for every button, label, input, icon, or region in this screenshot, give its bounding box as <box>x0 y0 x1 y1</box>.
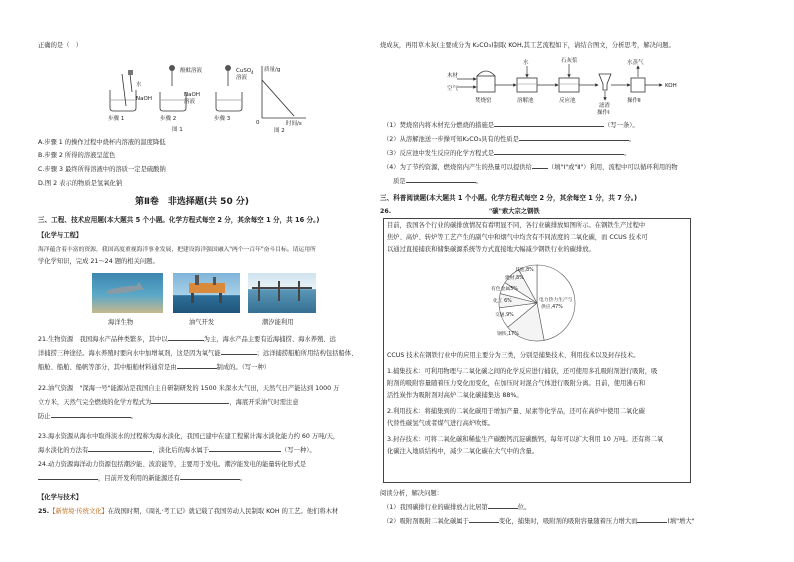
article-p3-line2: 附剂的吸附容量随着压力变化而变化，在加压时对混合气体进行吸附分离。目前，使用沸石和 <box>387 380 646 387</box>
label-naoh: NaOH <box>136 96 152 102</box>
label-cuso4: CuSO <box>236 68 252 74</box>
part2-title: 第Ⅱ卷 非选择题(共 50 分) <box>135 197 249 207</box>
q25-line1: 25.【新情境·传统文化】在战国时期，《周礼·考工记》就记载了我国劳动人民制取 KOH 的工艺。他们将木材 <box>38 508 339 515</box>
graph-origin: 0 <box>256 120 260 126</box>
article-p1-line2: 焦炉、高炉、转炉等工艺产生的副气中和烟气中均含有不同浓度的二氧化碳，而 CCUS 技术可 <box>387 234 648 241</box>
label-water: 水 <box>136 82 142 88</box>
q23-line2: 海水淡化的方法有 ，淡化后的海水属于 （写一种）。 <box>38 447 316 454</box>
question-intro: 正确的是（ ） <box>38 42 83 49</box>
graph-ylabel: 质量/g <box>264 67 281 73</box>
caption-step3: 步骤 3 <box>214 116 231 122</box>
flow-label-wood: 木材 <box>447 73 459 79</box>
label-naoh-solution: NaOH <box>184 92 200 98</box>
photo2-caption: 油气开发 <box>189 319 215 326</box>
flow-label-water: 水 <box>523 60 529 66</box>
intro-line-2: 学化学知识，完成 21～24 题的相关问题。 <box>38 258 159 265</box>
caption-figure1: 图 1 <box>172 127 183 133</box>
pie-label-other: 其他,8% <box>515 268 534 273</box>
pie-label-steel: 钢铁,17% <box>497 332 519 337</box>
flow-label-lime: 石灰浆 <box>561 58 578 64</box>
flow-label-filter-residue: 滤渣 <box>599 103 611 109</box>
right-column <box>380 0 794 562</box>
flow-label-kiln: 焚烧窑 <box>475 98 492 104</box>
article-p3-line3: 活性炭作为吸附剂对高炉二氧化碳捕集达 88%。 <box>387 392 523 399</box>
q25-intro-cont: 烧成灰，再用草木灰(主要成分为 K₂CO₃)制取 KOH,其工艺流程如下，请结合图文，分析思考，解决问题。 <box>380 42 675 49</box>
step1-apparatus <box>110 70 136 111</box>
pie-label-transport: 交通,9% <box>495 313 514 318</box>
q26-number: 26. <box>380 208 392 215</box>
caption-step2: 步骤 2 <box>160 116 177 122</box>
article-p4-line1: 2.利用技术：将捕集到的二氧化碳用于增加产量、尿素等化学品，还可在高炉中使用二氧化碳 <box>387 408 645 415</box>
q21-line1: 21.生物资源 我国海水产品种类繁多，其中以 为主，海水产品主要有近海捕捞、海水养殖、远 <box>38 336 336 343</box>
pie-label-power-2: 供应,47% <box>541 305 563 310</box>
caption-step1: 步骤 1 <box>108 116 125 122</box>
label-phenol: 酚酞溶液 <box>180 68 203 74</box>
photo1-caption: 海洋生物 <box>108 319 134 326</box>
figure-2-graph <box>254 62 310 134</box>
pie-label-power-1: 电力热力生产与 <box>539 298 573 303</box>
flow-label-op1: 操作Ⅰ <box>597 110 610 116</box>
option-b[interactable]: B.步骤 2 所得的溶液呈蓝色 <box>38 152 116 159</box>
flow-label-pool: 溶解池 <box>517 98 534 104</box>
section4-title: 三、科普阅读题(本大题共 1 个小题。化学方程式每空 2 分，其余每空 1 分，共 7 分。) <box>380 194 638 202</box>
subsection-chem-engineering: 【化学与工程】 <box>38 232 83 239</box>
option-c[interactable]: C.步骤 3 最终所得溶液中的溶质一定是硫酸钠 <box>38 166 166 173</box>
flow-label-steam: 水蒸气 <box>627 60 644 66</box>
article-p3-line1: 1.捕集技术：可利用物理与二氧化碳之间的化学反应进行捕获，还可使用多孔吸附剂进行吸附，吸 <box>387 368 658 375</box>
photo-oil-platform <box>173 273 240 313</box>
section3-title: 三、工程、技术应用题(本大题共 5 个小题。化学方程式每空 2 分，其余每空 1 分，共 16 分。) <box>38 216 320 224</box>
q25-sub4-line1: （4）为了节约资源，燃烧窑内产生的热量可以提供给 （填"Ⅰ"或"Ⅱ"）利用，流程中可以循环利用的物 <box>383 164 678 171</box>
option-a[interactable]: A.步骤 1 的操作过程中烧杯内溶液的温度降低 <box>38 139 166 146</box>
koh-process-flowchart <box>447 56 697 116</box>
pie-label-build: 建材,8% <box>505 276 524 281</box>
q26-sub1: （1）我国碳排行业的碳排放占比居第 位。 <box>383 504 531 511</box>
label-cuso4-solution: 溶液 <box>236 75 248 81</box>
q22-line2: 立方米，天然气完全燃烧的化学方程式为 ，海底开采油气时需注意 <box>38 399 299 406</box>
read-analysis-title: 阅读分析，解决问题： <box>380 490 443 497</box>
q21-line2: 洋捕捞三种途径。海水养殖时要向水中加增氧剂，这是因为氧气能 ；远洋捕捞船舶所用结构包括船体、 <box>38 350 358 357</box>
q25-sub4-line2: 质是 。 <box>393 178 482 185</box>
q25-sub3: （3）反应池中发生反应的化学方程式是 。 <box>383 150 631 157</box>
q26-sub2: （2）吸附剂吸附二氧化碳属于 变化，捕集时，吸附剂的吸附容量随着压力增大而 (填"增大" <box>383 518 695 525</box>
option-d[interactable]: D.图 2 表示的物质是氢氧化钠 <box>38 180 123 187</box>
q25-sub1: （1）焚烧窑内将木材充分燃烧的措施是 （写一条）。 <box>383 122 639 129</box>
q23-line1: 23.海水资源从海水中取得淡水的过程称为海水淡化，我国已建中在建工程累计海水淡化能力约 60 万吨/天， <box>38 433 340 440</box>
article-p2: CCUS 技术在钢铁行业中的应用主要分为三类，分别是捕集技术、利用技术以及封存技术。 <box>387 352 640 359</box>
q22-line1: 22.油气资源 "深海一号"能源站是我国自主自研制研发的 1500 米深水大气田，天然气日产能达到 1000 万 <box>38 385 340 392</box>
emission-pie-chart <box>457 258 617 348</box>
caption-figure2: 图 2 <box>274 128 285 134</box>
article-p1-line3: 以通过直接捕获和储集碳源系统等方式直接地大幅减少钢铁行业的碳排放。 <box>387 246 595 253</box>
photo-marine-life <box>92 273 163 313</box>
pie-label-chem: 化工 6% <box>493 299 512 304</box>
flow-label-koh: KOH <box>665 83 677 89</box>
article-p5-line1: 3.封存技术：可将二氧化碳和稀盐生产碳酸钙沉淀碳酸钙，每年可以扩大利用 10 万吨。还有将二氧 <box>387 436 664 443</box>
figure-1-experiment <box>100 56 260 134</box>
q25-sub2: （2）从溶解池送一步操可知K₂CO₃具有的性质是 。 <box>383 136 636 143</box>
q22-line3: 防止 。 <box>38 413 137 420</box>
photo3-caption: 潮汐能利用 <box>262 319 294 326</box>
flow-label-reactor: 反应池 <box>559 98 576 104</box>
graph-xlabel: 时间/s <box>286 121 302 127</box>
q24-line1: 24.动力资源海洋动力资源包括潮汐能、波浪能等，主要用于发电。潮汐能发电的能量转化形式是 <box>38 461 307 468</box>
photo-tidal-energy <box>248 273 316 313</box>
flow-label-op2: 操作Ⅱ <box>627 98 641 104</box>
article-title: "碳"索大宗之钢铁 <box>489 208 540 215</box>
article-p4-line2: 代替性碳氢气或者煤气进行高炉吹炼。 <box>387 420 495 427</box>
pie-label-metal: 有色金属5% <box>491 287 518 292</box>
intro-line-1: 海洋蕴含着丰富的资源，我国高度重视海洋事业发展，把建设海洋强国融入"两个一百年"奋斗目标。请运用所 <box>38 247 316 253</box>
subsection-chem-technology: 【化学与技术】 <box>38 494 83 501</box>
label-naoh-solution-2: 溶液 <box>184 99 196 105</box>
article-p5-line2: 化碳注入地质结构中，减少二氧化碳在大气中的含量。 <box>387 448 539 455</box>
q24-line2: ，目前开发利用的新能源还有 。 <box>38 475 246 483</box>
q21-line3: 船舱、船舶、船帆等部分，其中船舶材料通常是由 制成的。（写一种） <box>38 364 271 371</box>
label-cuso4-sub: 4 <box>251 70 254 75</box>
flow-label-air: 空气 <box>447 86 459 92</box>
article-p1-line1: 目前，我国各个行业的碳排放情况有看明显不同，各行业碳排放如图所示。在钢铁生产过程中 <box>387 222 646 229</box>
